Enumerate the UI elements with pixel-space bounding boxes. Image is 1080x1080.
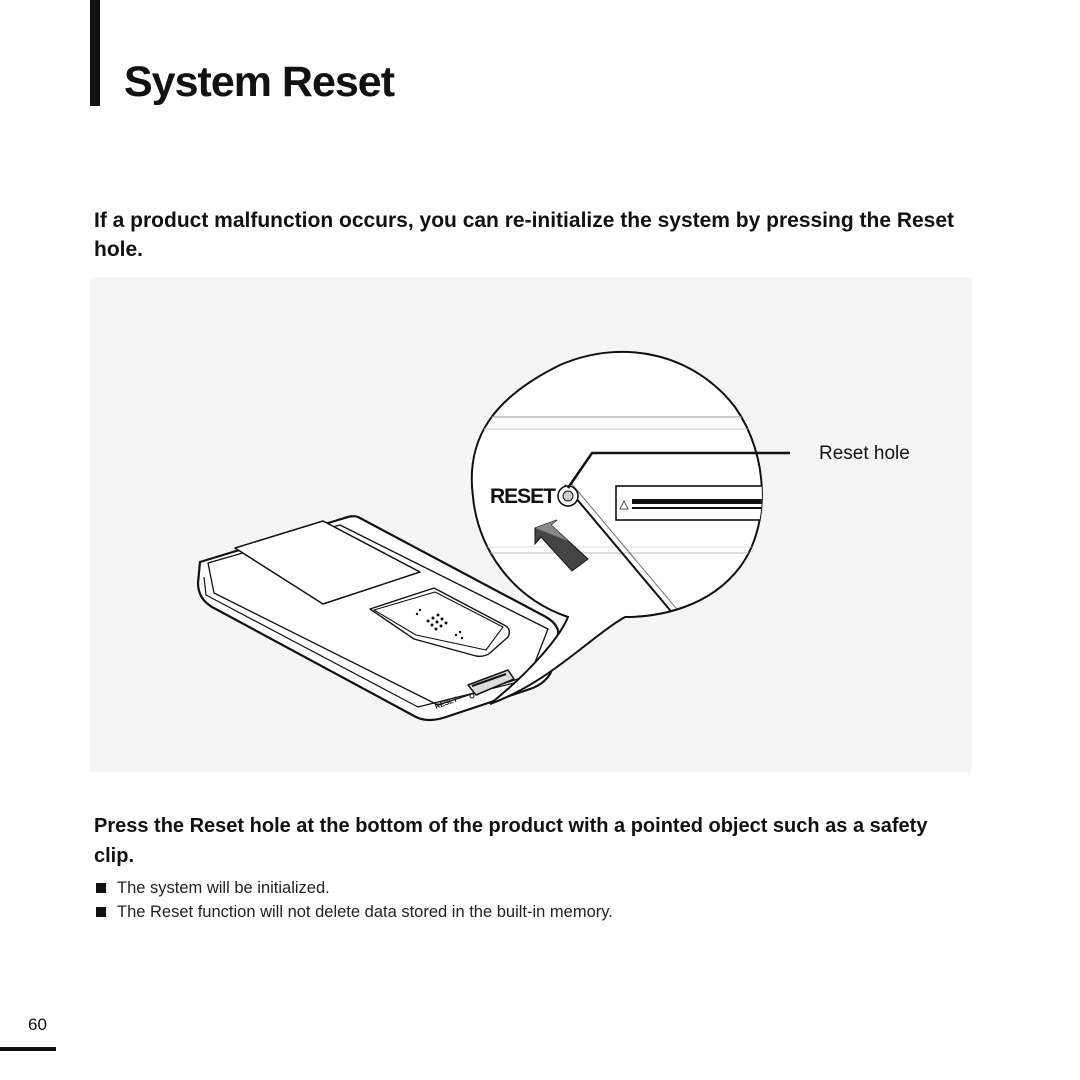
- reset-figure: [90, 277, 972, 772]
- page-footer-rule: [0, 1047, 56, 1051]
- reset-hole-icon: [558, 486, 578, 506]
- list-item: [96, 900, 613, 924]
- square-bullet-icon: [96, 883, 106, 893]
- note-text: The system will be initialized.: [117, 879, 330, 897]
- page-title: System Reset: [124, 58, 395, 106]
- notes-list: [96, 876, 613, 924]
- connector-slot: [616, 486, 776, 520]
- square-bullet-icon: [96, 907, 106, 917]
- reset-hole-callout-label: Reset hole: [819, 443, 910, 464]
- device-reset-label: RESET: [434, 696, 459, 711]
- title-accent-bar: [90, 0, 100, 106]
- intro-paragraph: If a product malfunction occurs, you can re-initialize the system by pressing the Reset hole.: [94, 209, 955, 261]
- note-text: The Reset function will not delete data stored in the built-in memory.: [117, 903, 613, 921]
- instruction-paragraph: Press the Reset hole at the bottom of the product with a pointed object such as a safety clip.: [94, 815, 928, 867]
- list-item: [96, 876, 613, 900]
- reset-illustration: [90, 277, 972, 772]
- page-number: 60: [28, 1015, 47, 1034]
- zoom-reset-label: RESET: [490, 485, 556, 508]
